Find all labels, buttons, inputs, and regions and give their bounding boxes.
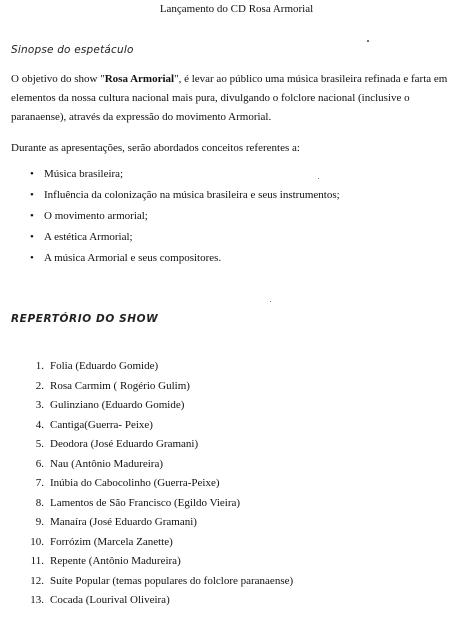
intro-suffix: ", é levar ao público uma música brasileira refinada e farta em elementos da nossa cultura nacional mais pura, divulgando o folclore nacional (inclusive o paranaense), através da expressão do movimento Armorial.	[11, 73, 448, 123]
repertoire-number: 13.	[30, 594, 44, 606]
scan-speck	[318, 178, 319, 179]
concept-text: Influência da colonização na música brasileira e seus instrumentos;	[44, 189, 340, 201]
concept-text: A estética Armorial;	[44, 231, 133, 243]
concepts-list	[30, 167, 340, 272]
repertoire-number: 11.	[30, 555, 44, 567]
concepts-intro: Durante as apresentações, serão abordados conceitos referentes a:	[11, 142, 300, 154]
repertoire-item	[29, 554, 293, 574]
intro-paragraph	[11, 70, 466, 127]
concept-item	[30, 251, 340, 272]
repertoire-list	[29, 359, 293, 613]
bullet-icon: •	[30, 252, 34, 264]
concept-item	[30, 167, 340, 188]
concept-text: O movimento armorial;	[44, 210, 148, 222]
repertoire-number: 3.	[35, 399, 44, 411]
repertoire-title: Inúbia do Cabocolinho (Guerra-Peixe)	[50, 477, 220, 489]
repertoire-number: 12.	[30, 574, 44, 587]
show-name: Rosa Armorial	[104, 73, 175, 85]
repertoire-number: 4.	[35, 418, 44, 431]
repertoire-heading: REPERTÓRIO DO SHOW	[11, 313, 159, 325]
repertoire-title: Suíte Popular (temas populares do folclore paranaense)	[50, 574, 294, 587]
repertoire-title: Lamentos de São Francisco (Egildo Vieira)	[50, 496, 241, 509]
repertoire-item	[29, 593, 293, 613]
concept-item	[30, 209, 340, 230]
repertoire-item	[29, 359, 293, 379]
concept-item	[30, 188, 340, 209]
scan-speck	[367, 40, 369, 42]
repertoire-title: Deodora (José Eduardo Gramani)	[50, 438, 199, 450]
repertoire-number: 8.	[35, 496, 44, 509]
repertoire-title: Manaíra (José Eduardo Gramani)	[50, 516, 197, 528]
repertoire-title: Forrózim (Marcela Zanette)	[50, 535, 173, 548]
repertoire-item	[29, 457, 293, 477]
repertoire-title: Nau (Antônio Madureira)	[50, 457, 164, 470]
concept-text: A música Armorial e seus compositores.	[44, 252, 222, 264]
repertoire-number: 10.	[30, 535, 44, 548]
concept-item	[30, 230, 340, 251]
repertoire-item	[29, 515, 293, 535]
repertoire-title: Repente (Antônio Madureira)	[50, 555, 181, 567]
bullet-icon: •	[30, 168, 34, 180]
repertoire-title: Cantiga(Guerra- Peixe)	[50, 418, 153, 431]
repertoire-item	[29, 574, 293, 594]
repertoire-number: 6.	[35, 457, 44, 470]
intro-prefix: O objetivo do show "	[11, 73, 105, 85]
repertoire-item	[29, 437, 293, 457]
document-title: Lançamento do CD Rosa Armorial	[159, 3, 314, 15]
scan-speck	[270, 301, 271, 302]
repertoire-title: Gulinziano (Eduardo Gomide)	[50, 399, 185, 411]
repertoire-number: 7.	[35, 477, 44, 489]
synopsis-heading: Sinopse do espetáculo	[11, 44, 134, 56]
repertoire-item	[29, 418, 293, 438]
repertoire-title: Cocada (Lourival Oliveira)	[50, 594, 170, 606]
concept-text: Música brasileira;	[44, 168, 124, 180]
bullet-icon: •	[30, 210, 34, 222]
repertoire-item	[29, 476, 293, 496]
repertoire-item	[29, 535, 293, 555]
repertoire-number: 1.	[35, 360, 44, 372]
repertoire-number: 2.	[35, 379, 44, 392]
repertoire-title: Rosa Carmim ( Rogério Gulim)	[50, 379, 190, 392]
repertoire-title: Folia (Eduardo Gomide)	[50, 360, 159, 372]
repertoire-number: 5.	[35, 438, 44, 450]
bullet-icon: •	[30, 189, 34, 201]
repertoire-item	[29, 398, 293, 418]
bullet-icon: •	[30, 231, 34, 243]
repertoire-item	[29, 379, 293, 399]
repertoire-item	[29, 496, 293, 516]
repertoire-number: 9.	[35, 516, 44, 528]
